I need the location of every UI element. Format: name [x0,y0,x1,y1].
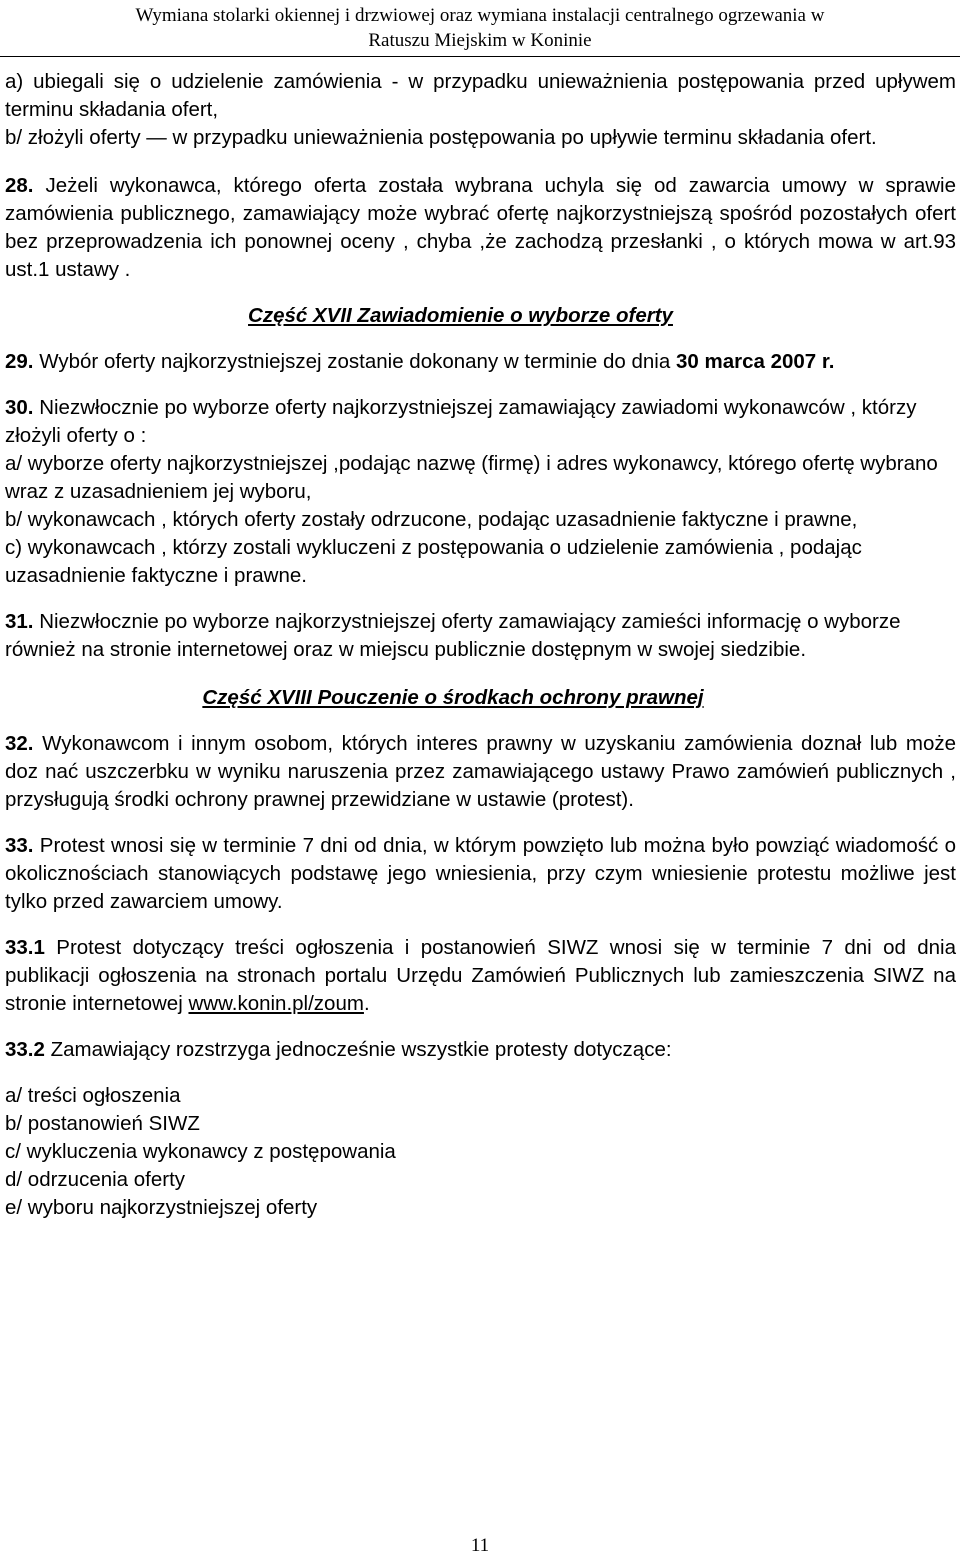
paragraph-32-text: Wykonawcom i innym osobom, których interes prawny w uzyskaniu zamówienia doznał lub może doz nać uszczerbku w wyniku naruszenia przez zamawiającego ustawy Prawo zamówień publicznych , przysługują środki ochrony prawnej przewidziane w ustawie (protest). [5,732,956,811]
header-title-line-1: Wymiana stolarki okiennej i drzwiowej oraz wymiana instalacji centralnego ogrzewania w [135,5,825,26]
paragraph-33-text: Protest wnosi się w terminie 7 dni od dnia, w którym powzięto lub można było powziąć wiadomość o okolicznościach stanowiących podstawę jego wniesienia, przy czym wniesienie protestu możliwe jest tylko przed zawarciem umowy. [5,834,956,913]
item-b: b/ złożyli oferty — w przypadku unieważnienia postępowania po upływie terminu składania ofert. [5,126,877,149]
paragraph-30-number: 30. [5,396,34,419]
list-item: a/ treści ogłoszenia [5,1084,181,1107]
page-header [0,0,960,57]
paragraph-33-2-number: 33.2 [5,1038,45,1061]
paragraph-30-item-b: b/ wykonawcach , których oferty zostały odrzucone, podając uzasadnienie faktyczne i prawne, [5,508,858,531]
paragraph-28-text: Jeżeli wykonawca, którego oferta została wybrana uchyla się od zawarcia umowy w sprawie zamówienia publicznego, zamawiający może wybrać ofertę najkorzystniejszą spośród pozostałych ofert bez przeprowadzenia ich ponownej oceny , chyba ,że zachodzą przesłanki , o których mowa w art.93 ust.1 ustawy . [5,174,956,281]
paragraph-33-1-text: Protest dotyczący treści ogłoszenia i postanowień SIWZ wnosi się w terminie 7 dni od dnia publikacji ogłoszenia na stronach portalu Urzędu Zamówień Publicznych lub zamieszczenia SIWZ na stronie internetowej [5,936,956,1015]
list-item: c/ wykluczenia wykonawcy z postępowania [5,1140,396,1163]
paragraph-28-number: 28. [5,174,34,197]
paragraph-31-text: Niezwłocznie po wyborze najkorzystniejszej oferty zamawiający zamieści informację o wyborze również na stronie internetowej oraz w miejscu publicznie dostępnym w swojej siedzibie. [5,610,901,661]
item-a: a) ubiegali się o udzielenie zamówienia - w przypadku unieważnienia postępowania przed upływem terminu składania ofert, [5,70,956,121]
list-item: b/ postanowień SIWZ [5,1112,200,1135]
document-body [5,68,956,1222]
section-heading-17: Część XVII Zawiadomienie o wyborze oferty [248,304,673,327]
protest-list [5,1082,956,1222]
paragraph-33 [5,832,956,916]
paragraph-29-text: Wybór oferty najkorzystniejszej zostanie dokonany w terminie do dnia [33,350,676,373]
header-rule [0,56,960,57]
paragraph-32-number: 32. [5,732,34,755]
list-item: e/ wyboru najkorzystniejszej oferty [5,1196,318,1219]
paragraph-32 [5,730,956,814]
page-number: 11 [470,1535,490,1556]
paragraph-31-number: 31. [5,610,34,633]
paragraph-29 [5,348,956,376]
paragraph-30-text: Niezwłocznie po wyborze oferty najkorzystniejszej zamawiający zawiadomi wykonawców , którzy złożyli oferty o : [5,396,917,447]
paragraph-33-2-text: Zamawiający rozstrzyga jednocześnie wszystkie protesty dotyczące: [44,1038,672,1061]
paragraph-28 [5,172,956,284]
paragraph-30-item-a: a/ wyborze oferty najkorzystniejszej ,podając nazwę (firmę) i adres wykonawcy, którego ofertę wybrano wraz z uzasadnieniem jej wyboru, [5,452,938,503]
paragraph-30-item-c: c) wykonawcach , którzy zostali wykluczeni z postępowania o udzielenie zamówienia , podając uzasadnienie faktyczne i prawne. [5,536,862,587]
paragraph-33-1 [5,934,956,1018]
paragraph-33-1-tail: . [363,992,370,1015]
paragraph-33-2 [5,1036,956,1064]
zoum-link[interactable]: www.konin.pl/zoum [188,992,364,1015]
paragraph-29-date: 30 marca 2007 r. [675,350,835,373]
paragraph-33-number: 33. [5,834,34,857]
header-title-line-2: Ratuszu Miejskim w Koninie [368,30,592,51]
paragraph-30 [5,394,956,450]
paragraph-31 [5,608,956,664]
paragraph-33-1-number: 33.1 [5,936,45,959]
paragraph-29-number: 29. [5,350,34,373]
list-item: d/ odrzucenia oferty [5,1168,186,1191]
section-heading-18: Część XVIII Pouczenie o środkach ochrony prawnej [202,686,704,709]
